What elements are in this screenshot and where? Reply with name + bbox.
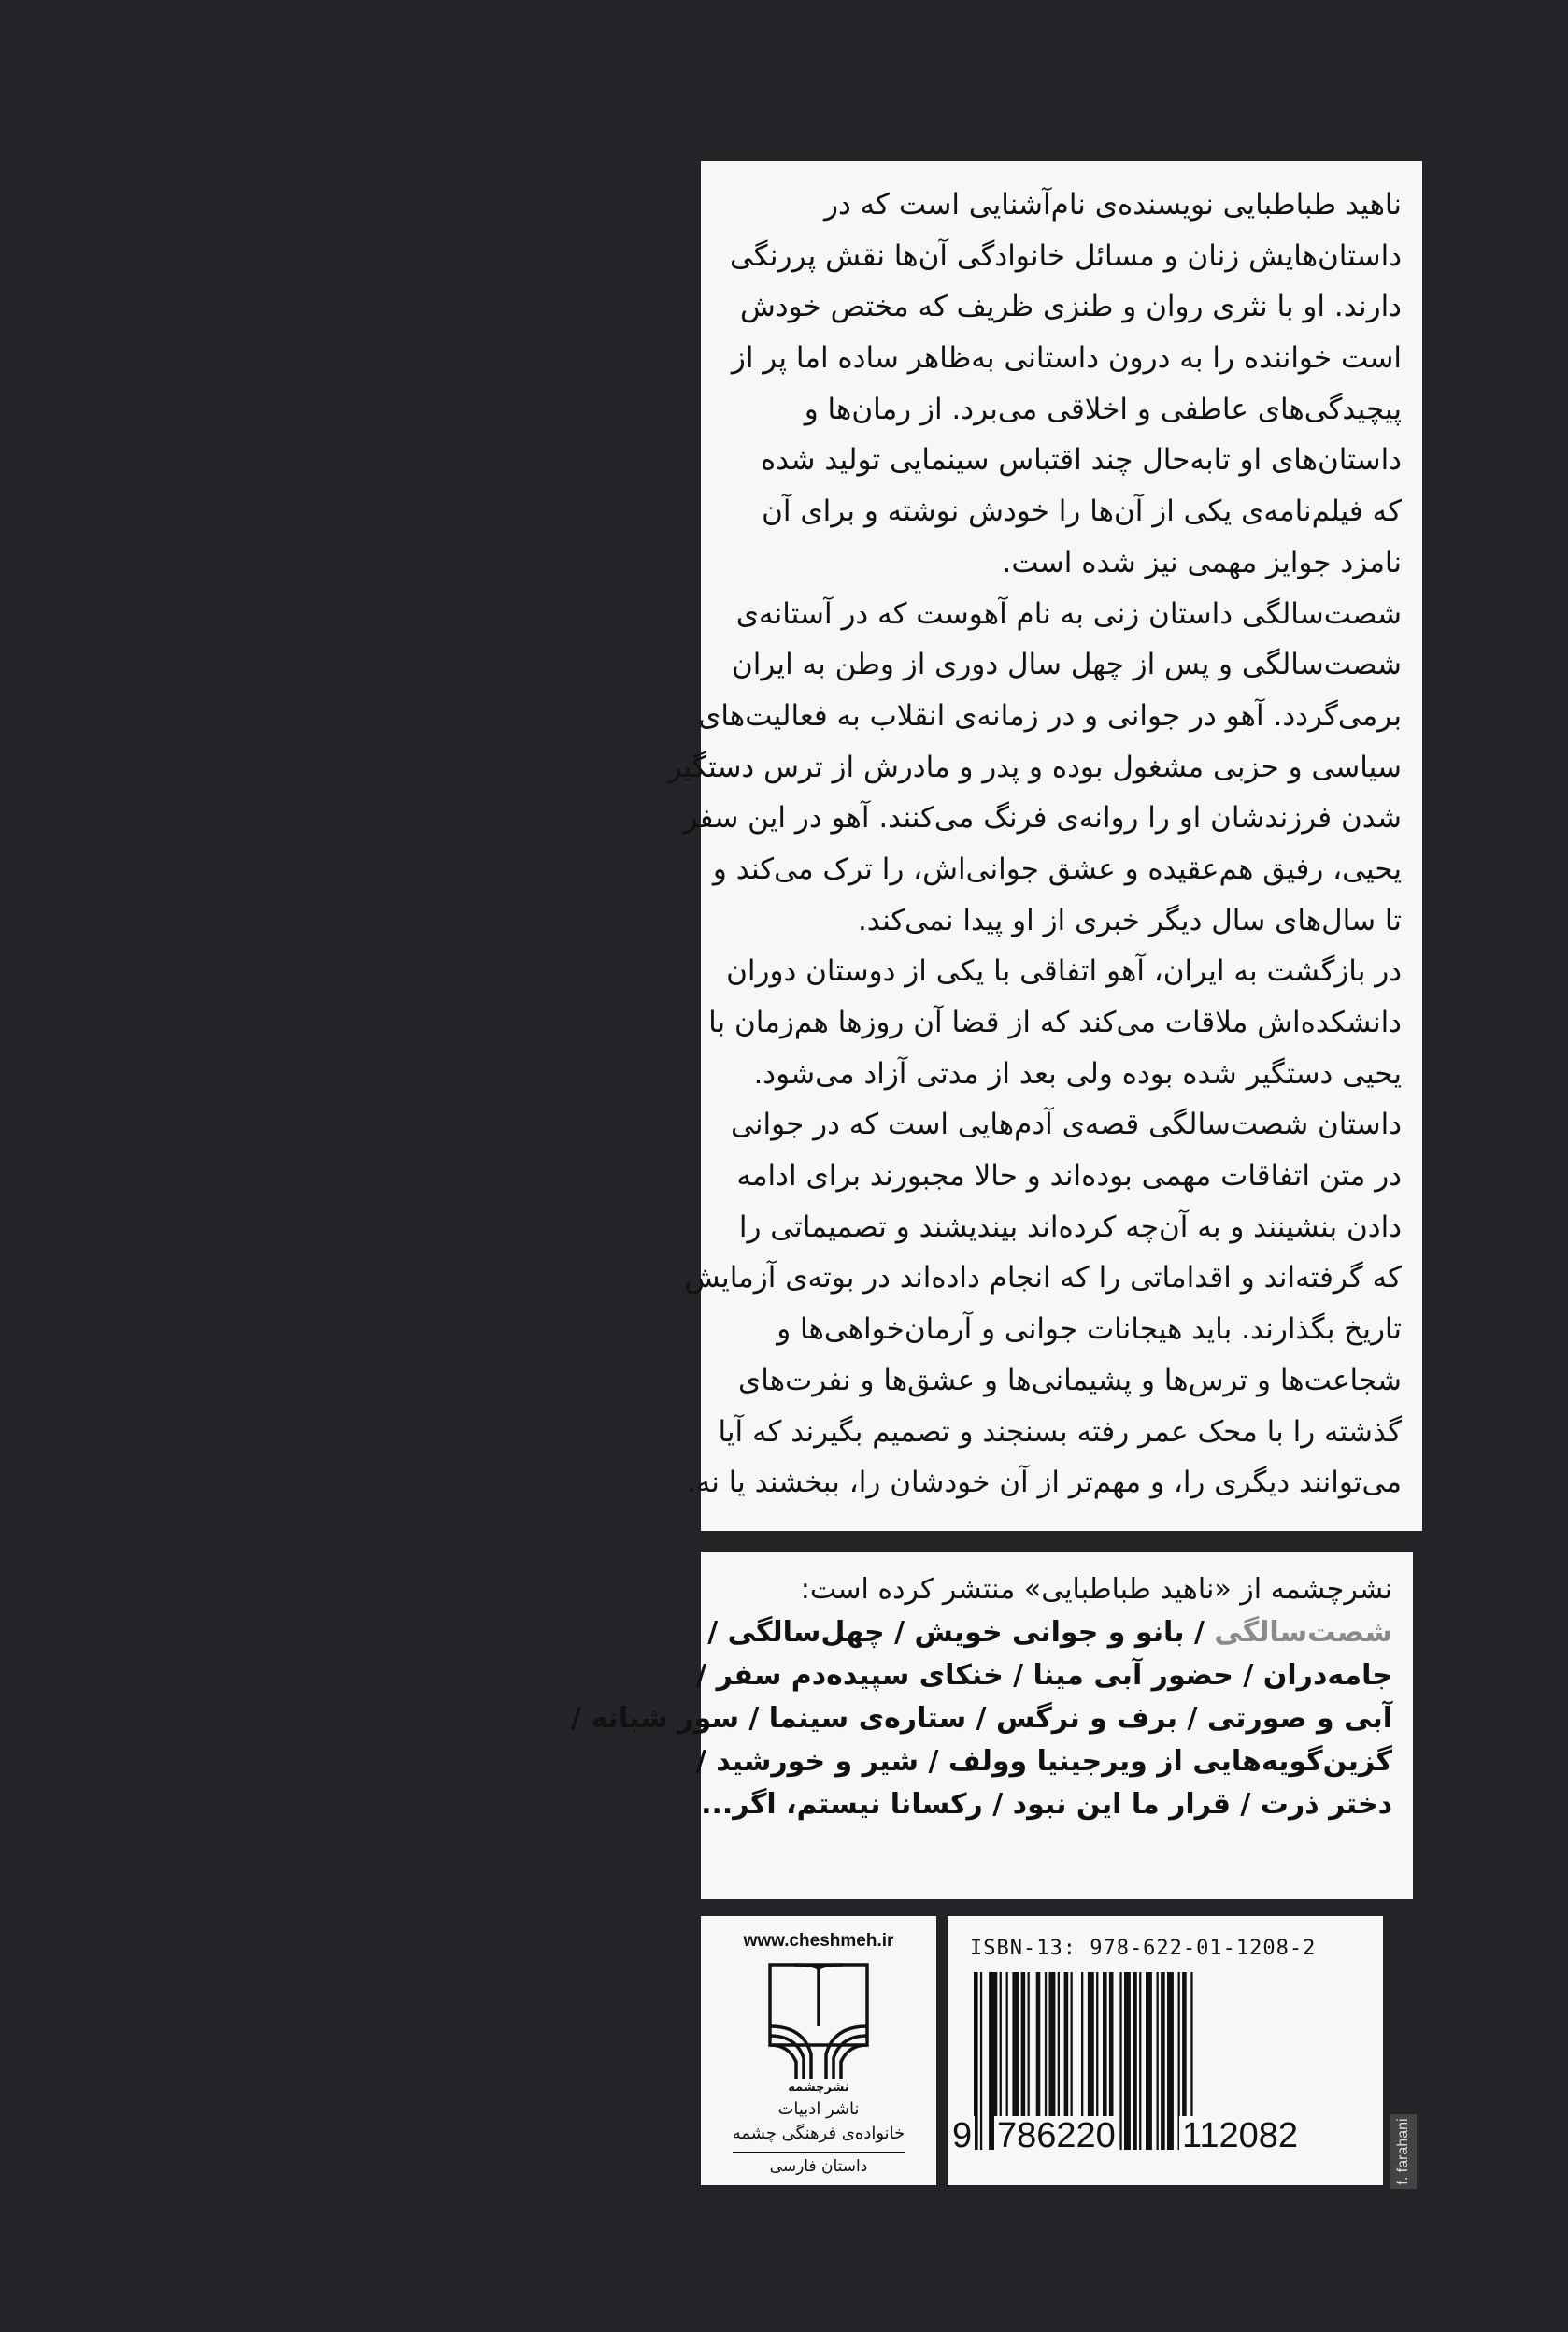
book-list-line bbox=[707, 1611, 1392, 1654]
barcode-bar bbox=[1133, 1972, 1137, 2150]
description-line: که گرفته‌اند و اقداماتی را که انجام داده‌اند در بوته‌ی آزمایش bbox=[684, 1261, 1402, 1295]
description-text bbox=[667, 179, 1402, 1509]
barcode-bar bbox=[1157, 1972, 1159, 2150]
description-line: شصت‌سالگی و پس از چهل سال دوری از وطن به ایران bbox=[731, 648, 1402, 682]
barcode-digits-left: 786220 bbox=[994, 2116, 1119, 2156]
barcode-bar bbox=[1124, 1972, 1131, 2150]
publisher-logo-icon bbox=[766, 1961, 871, 2079]
book-category: داستان فارسی bbox=[769, 2157, 868, 2176]
description-line: داستان شصت‌سالگی قصه‌ی آدم‌هایی است که در جوانی bbox=[731, 1108, 1402, 1142]
description-line: در بازگشت به ایران، آهو اتفاقی با یکی از دوستان دوران bbox=[726, 954, 1402, 989]
barcode-bar bbox=[980, 1972, 982, 2150]
book-list-line: جامه‌دران / حضور آبی مینا / خنکای سپیده‌دم سفر / bbox=[696, 1659, 1392, 1692]
description-line: دادن بنشینند و به آن‌چه کرده‌اند بیندیشند و تصمیماتی را bbox=[738, 1209, 1402, 1244]
barcode-bar bbox=[1167, 1972, 1174, 2150]
description-line: نامزد جوایز مهمی نیز شده است. bbox=[1002, 545, 1402, 579]
description-line: ناهید طباطبایی نویسنده‌ی نام‌آشنایی است که در bbox=[824, 188, 1402, 222]
description-line: داستان‌های او تابه‌حال چند اقتباس سینمایی تولید شده bbox=[761, 443, 1402, 478]
other-books-panel bbox=[571, 1552, 1413, 1899]
description-line: تاریخ بگذارند. باید هیجانات جوانی و آرمان‌خواهی‌ها و bbox=[777, 1312, 1402, 1347]
description-line: برمی‌گردد. آهو در جوانی و در زمانه‌ی انقلاب به فعالیت‌های bbox=[698, 698, 1402, 733]
barcode-digit-first: 9 bbox=[949, 2116, 975, 2156]
description-line: یحیی دستگیر شده بوده ولی بعد از مدتی آزاد می‌شود. bbox=[753, 1056, 1402, 1091]
description-line: شصت‌سالگی داستان زنی به نام آهوست که در آستانه‌ی bbox=[735, 596, 1402, 631]
description-line: شجاعت‌ها و ترس‌ها و پشیمانی‌ها و عشق‌ها و نفرت‌های bbox=[738, 1363, 1402, 1397]
publisher-logo-text: نشرچشمه bbox=[788, 2081, 849, 2095]
barcode-bar bbox=[1119, 1972, 1121, 2150]
description-line: شدن فرزندشان او را روانه‌ی فرنگ می‌کنند. آهو در این سفر bbox=[683, 801, 1402, 836]
description-line: تا سال‌های سال دیگر خبری از او پیدا نمی‌کند. bbox=[857, 903, 1402, 937]
description-line: یحیی، رفیق هم‌عقیده و عشق جوانی‌اش، را ترک می‌کند و bbox=[712, 851, 1402, 886]
description-line: که فیلم‌نامه‌ی یکی از آن‌ها را خودش نوشته و برای آن bbox=[762, 494, 1402, 529]
publisher-tagline-1: ناشر ادبیات bbox=[777, 2099, 860, 2119]
designer-credit-text: f. farahani bbox=[1395, 2118, 1411, 2185]
barcode-bar bbox=[1161, 1972, 1165, 2150]
book-list-line: دختر ذرت / قرار ما این نبود / رکسانا نیستم، اگر... bbox=[701, 1788, 1392, 1821]
description-line: است خواننده را به درون داستانی به‌ظاهر ساده اما پر از bbox=[731, 341, 1402, 376]
barcode-bar bbox=[1146, 1972, 1152, 2150]
description-line: گذشته را با محک عمر رفته بسنجند و تصمیم بگیرند که آیا bbox=[718, 1414, 1402, 1449]
description-panel bbox=[667, 161, 1422, 1531]
barcode-box bbox=[948, 1916, 1383, 2185]
description-line: دانشکده‌اش ملاقات می‌کند که از قضا آن روزها هم‌زمان با bbox=[708, 1006, 1402, 1039]
book-list-text: / بانو و جوانی خویش / چهل‌سالگی / bbox=[707, 1616, 1215, 1649]
description-line: پیچیدگی‌های عاطفی و اخلاقی می‌برد. از رمان‌ها و bbox=[804, 392, 1402, 426]
barcode-digits-right: 112082 bbox=[1179, 2116, 1301, 2156]
publisher-box bbox=[701, 1916, 936, 2185]
book-list-line: گزین‌گویه‌هایی از ویرجینیا وولف / شیر و خورشید / bbox=[695, 1745, 1392, 1778]
isbn-label: ISBN-13: 978-622-01-1208-2 bbox=[970, 1937, 1317, 1960]
divider bbox=[733, 2152, 905, 2153]
current-book-title: شصت‌سالگی bbox=[1214, 1616, 1392, 1649]
designer-credit bbox=[1390, 2114, 1417, 2189]
description-line: در متن اتفاقات مهمی بوده‌اند و حالا مجبورند برای ادامه bbox=[736, 1159, 1402, 1194]
publisher-url: www.cheshmeh.ir bbox=[743, 1931, 894, 1951]
other-books-intro: نشرچشمه از «ناهید طباطبایی» منتشر کرده است: bbox=[800, 1573, 1392, 1606]
description-line: دارند. او با نثری روان و طنزی ظریف که مختص خودش bbox=[739, 290, 1402, 324]
book-list-line: آبی و صورتی / برف و نرگس / ستاره‌ی سینما / سور شبانه / bbox=[571, 1702, 1392, 1735]
publisher-tagline-2: خانواده‌ی فرهنگی چشمه bbox=[732, 2124, 905, 2143]
description-line: سیاسی و حزبی مشغول بوده و پدر و مادرش از ترس دستگیر bbox=[667, 750, 1402, 784]
description-line: داستان‌هایش زنان و مسائل خانوادگی آن‌ها نقش پررنگی bbox=[729, 238, 1402, 273]
description-line: می‌توانند دیگری را، و مهم‌تر از آن خودشان را، ببخشند یا نه. bbox=[686, 1466, 1402, 1500]
barcode-bar bbox=[1139, 1972, 1141, 2150]
